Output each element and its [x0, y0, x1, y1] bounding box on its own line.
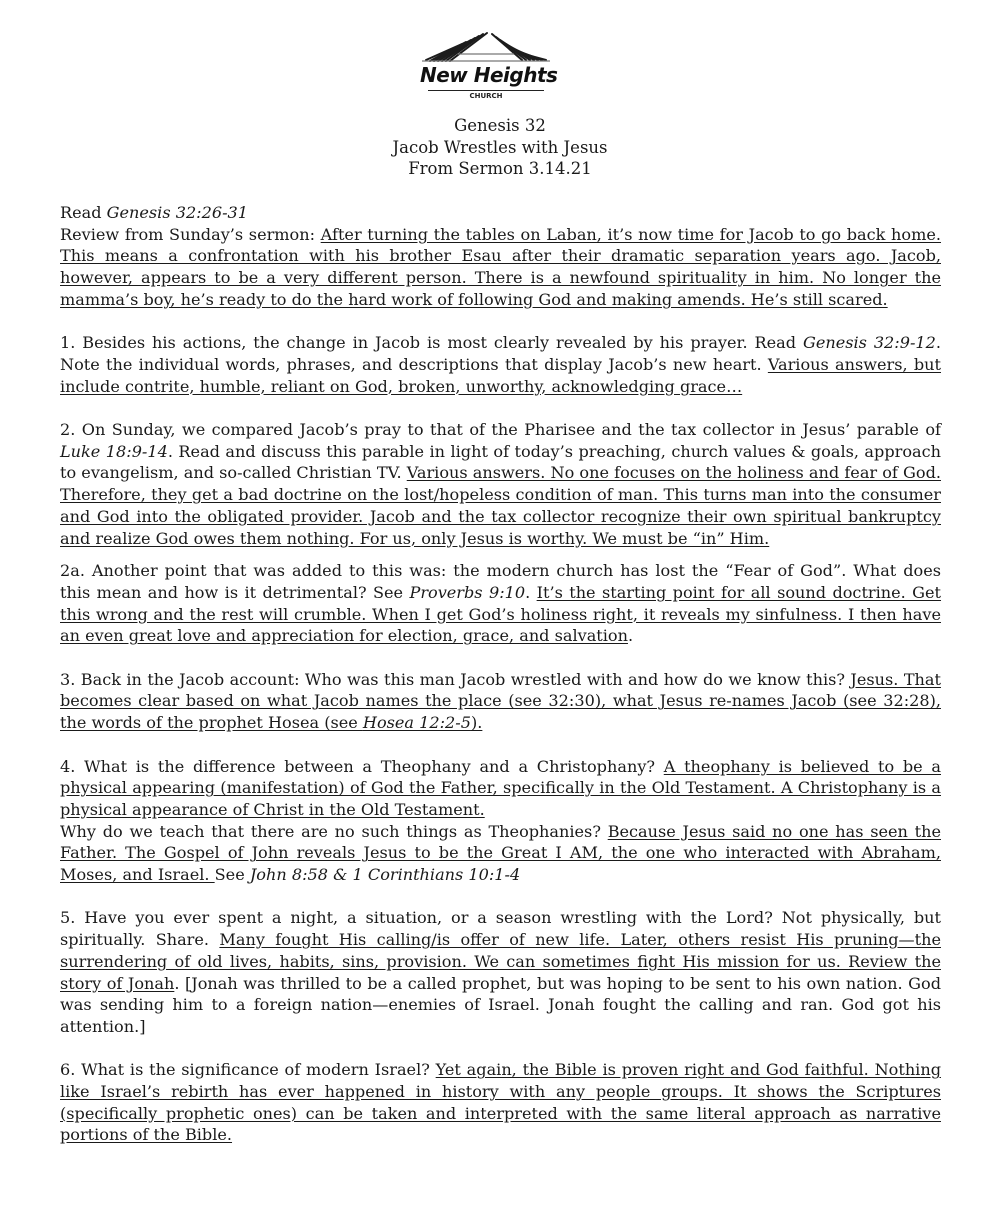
- logo-subtitle: CHURCH: [469, 92, 503, 100]
- answer-text: Jesus. That becomes clear based on what Jacob names the place (see 32:30), what Jesus re-names Jacob (see 32:28), the words of the prophet Hosea (see Hosea 12:2-5).: [60, 669, 941, 733]
- scripture-reference: Proverbs 9:10: [409, 582, 526, 602]
- scripture-reference: Genesis 32:26-31: [106, 203, 249, 222]
- page-header: [300, 115, 700, 180]
- answer-text: Various answers. No one focuses on the holiness and fear of God. Therefore, they get a bad doctrine on the lost/hopeless condition of man. This turns man into the consumer and God into the obligated provider. Jacob and the tax collector recognize their own spiritual bankruptcy and realize God owes them nothing. For us, only Jesus is worthy. We must be “in” Him.: [60, 463, 941, 548]
- question-6: 6. What is the significance of modern Israel? Yet again, the Bible is proven right and God faithful. Nothing like Israel’s rebirth has ever happened in history with any people groups. It shows the Scriptures (specifically prophetic ones) can be taken and interpreted with the same literal approach as narrative portions of the Bible.: [60, 1060, 941, 1145]
- scripture-reference: Genesis 32:9-12: [802, 333, 936, 353]
- answer-text: After turning the tables on Laban, it’s now time for Jacob to go back home. This means a confrontation with his brother Esau after their dramatic separation years ago. Jacob, however, appears to be a very different person. There is a newfound spirituality in him. No longer the mamma’s boy, he’s ready to do the hard work of following God and making amends. He’s still scared.: [60, 224, 941, 309]
- review-paragraph: Review from Sunday’s sermon: After turning the tables on Laban, it’s now time for Jacob to go back home. This means a confrontation with his brother Esau after their dramatic separation years ago. Jacob, however, appears to be a very different person. There is a newfound spirituality in him. No longer the mamma’s boy, he’s ready to do the hard work of following God and making amends. He’s still scared.: [60, 224, 941, 309]
- answer-text: Various answers, but include contrite, humble, reliant on God, broken, unworthy, acknowledging grace…: [60, 354, 941, 396]
- church-logo: [418, 30, 558, 104]
- scripture-reference: John 8:58 & 1 Corinthians 10:1-4: [249, 865, 521, 885]
- header-sermon-date: From Sermon 3.14.21: [408, 159, 592, 178]
- answer-text: A theophany is believed to be a physical appearing (manifestation) of God the Father, specifically in the Old Testament. A Christophany is a physical appearance of Christ in the Old Testament.: [60, 756, 941, 819]
- question-3: 3. Back in the Jacob account: Who was this man Jacob wrestled with and how do we know this? Jesus. That becomes clear based on what Jacob names the place (see 32:30), what Jesus re-names Jacob (see 32:28), the words of the prophet Hosea (see Hosea 12:2-5).: [60, 669, 941, 733]
- question-2a: 2a. Another point that was added to this was: the modern church has lost the “Fear of God”. What does this mean and how is it detrimental? See Proverbs 9:10. It’s the starting point for all sound doctrine. Get this wrong and the rest will crumble. When I get God’s holiness right, it reveals my sinfulness. I then have an even great love and appreciation for election, grace, and salvation.: [60, 561, 942, 646]
- logo-wordmark: New Heights: [420, 63, 558, 87]
- study-content: [60, 202, 941, 1146]
- answer-note: . [Jonah was thrilled to be a called prophet, but was hoping to be sent to his own nation. God was sending him to a foreign nation—enemies of Israel. Jonah fought the calling and ran. God got his attention.]: [60, 973, 941, 1036]
- read-line: Read Genesis 32:26-31: [60, 203, 249, 222]
- scripture-reference: Hosea 12:2-5: [362, 713, 471, 733]
- question-2: 2. On Sunday, we compared Jacob’s pray to that of the Pharisee and the tax collector in Jesus’ parable of Luke 18:9-14. Read and discuss this parable in light of today’s preaching, church values & goals, approach to evangelism, and so-called Christian TV. Various answers. No one focuses on the holiness and fear of God. Therefore, they get a bad doctrine on the lost/hopeless condition of man. This turns man into the consumer and God into the obligated provider. Jacob and the tax collector recognize their own spiritual bankruptcy and realize God owes them nothing. For us, only Jesus is worthy. We must be “in” Him.: [60, 420, 941, 548]
- question-5: 5. Have you ever spent a night, a situation, or a season wrestling with the Lord? Not physically, but spiritually. Share. Many fought His calling/is offer of new life. Later, others resist His pruning—the surrendering of old lives, habits, sins, provision. We can sometimes fight His mission for us. Review the story of Jonah. [Jonah was thrilled to be a called prophet, but was hoping to be sent to his own nation. God was sending him to a foreign nation—enemies of Israel. Jonah fought the calling and ran. God got his attention.]: [60, 908, 941, 1036]
- answer-text: Because Jesus said no one has seen the Father. The Gospel of John reveals Jesus to be the Great I AM, the one who interacted with Abraham, Moses, and Israel.: [60, 821, 941, 885]
- mountain-logo-icon: [418, 30, 554, 64]
- answer-text: Yet again, the Bible is proven right and God faithful. Nothing like Israel’s rebirth has ever happened in history with any people groups. It shows the Scriptures (specifically prophetic ones) can be taken and interpreted with the same literal approach as narrative portions of the Bible.: [60, 1060, 941, 1145]
- question-4-followup: Why do we teach that there are no such things as Theophanies? Because Jesus said no one has seen the Father. The Gospel of John reveals Jesus to be the Great I AM, the one who interacted with Abraham, Moses, and Israel. See John 8:58 & 1 Corinthians 10:1-4: [60, 821, 941, 885]
- scripture-reference: Luke 18:9-14: [60, 441, 168, 461]
- logo-divider: [428, 90, 544, 91]
- header-chapter: Genesis 32: [454, 116, 546, 135]
- header-title: Jacob Wrestles with Jesus: [392, 137, 608, 157]
- answer-text: It’s the starting point for all sound doctrine. Get this wrong and the rest will crumble. When I get God’s holiness right, it reveals my sinfulness. I then have an even great love and appreciation for election, grace, and salvation: [60, 582, 942, 646]
- answer-text: Many fought His calling/is offer of new life. Later, others resist His pruning—the surrendering of old lives, habits, sins, provision. We can sometimes fight His mission for us. Review the story of Jonah: [60, 930, 941, 993]
- question-4: 4. What is the difference between a Theophany and a Christophany? A theophany is believed to be a physical appearing (manifestation) of God the Father, specifically in the Old Testament. A Christophany is a physical appearance of Christ in the Old Testament.: [60, 756, 941, 819]
- question-1: 1. Besides his actions, the change in Jacob is most clearly revealed by his prayer. Read Genesis 32:9-12. Note the individual words, phrases, and descriptions that display Jacob’s new heart. Various answers, but include contrite, humble, reliant on God, broken, unworthy, acknowledging grace…: [60, 333, 941, 396]
